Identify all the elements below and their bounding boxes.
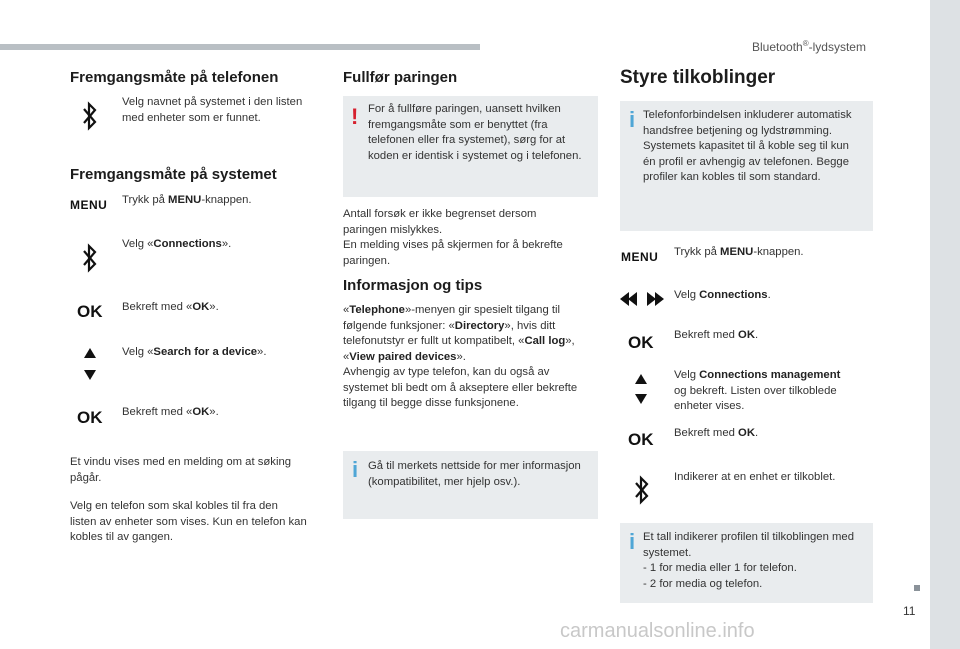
ok-button-icon: OK	[77, 302, 103, 321]
phone-step-text	[122, 95, 302, 126]
manage-step-2	[674, 288, 771, 304]
info-box-text	[643, 108, 852, 186]
step-text: ».	[221, 238, 232, 250]
step-bold: Search for a device	[153, 346, 258, 358]
bluetooth-icon	[82, 243, 98, 273]
step-text: .	[755, 329, 759, 341]
info-note-box	[343, 451, 598, 519]
info-icon: i	[629, 107, 636, 132]
step-text: ».	[257, 346, 267, 358]
ok-button-icon: OK	[77, 408, 103, 427]
step-bold: OK	[738, 329, 755, 341]
step-bold: Connections management	[699, 369, 841, 381]
text-line: Velg en telefon som skal kobles til fra den	[70, 500, 278, 512]
step-bold: Connections	[153, 238, 222, 250]
text-line: enheter vises.	[674, 400, 745, 412]
select-phone-paragraph	[70, 499, 307, 546]
heading-complete-pairing: Fullfør paringen	[343, 69, 458, 86]
text-line: For å fullføre paringen, uansett hvilken	[368, 103, 561, 115]
step-bold: MENU	[720, 246, 754, 258]
step-text: Velg «	[122, 238, 154, 250]
heading-info-tips: Informasjon og tips	[343, 277, 483, 294]
step-text: .	[755, 427, 759, 439]
text-span: følgende funksjoner: «	[343, 319, 455, 332]
system-step-2	[122, 237, 231, 253]
text-line: én profil er avhengig av telefonen. Begge	[643, 155, 850, 168]
text-line: (kompatibilitet, mer hjelp osv.).	[368, 475, 521, 488]
info-icon: i	[352, 457, 359, 482]
header-suffix: -lydsystem	[808, 40, 866, 54]
text-line: med enheter som er funnet.	[122, 111, 261, 124]
step-text: -knappen.	[201, 194, 252, 206]
manage-step-5	[674, 426, 758, 442]
text-span: «	[343, 304, 350, 316]
step-bold: MENU	[168, 194, 202, 206]
step-bold: OK	[738, 427, 755, 439]
attempts-paragraph	[343, 207, 563, 269]
text-line: - 2 for media og telefon.	[643, 577, 763, 590]
text-line: profiler kan kobles til som standard.	[643, 171, 821, 183]
step-text: Bekreft med	[674, 427, 739, 439]
text-bold: Call log	[524, 335, 566, 347]
text-line: Gå til merkets nettside for mer informasjon	[368, 460, 581, 472]
text-line: tilgang til begge disse funksjonene.	[343, 397, 519, 409]
text-line	[343, 334, 577, 350]
text-line: Velg navnet på systemet i den listen	[122, 96, 303, 108]
step-bold: OK	[192, 406, 210, 418]
step-text: Bekreft med «	[122, 406, 193, 418]
bluetooth-icon	[634, 475, 650, 505]
watermark: carmanualsonline.info	[560, 620, 755, 642]
text-bold: Telephone	[349, 304, 405, 316]
step-text: Velg	[674, 289, 700, 301]
side-strip	[930, 0, 960, 649]
page-marker	[914, 585, 920, 591]
text-line: pågår.	[70, 471, 102, 484]
text-span: », hvis ditt	[504, 319, 556, 332]
step-text: Bekreft med «	[122, 301, 193, 313]
arrow-down-icon	[635, 394, 647, 404]
step-text: .	[767, 289, 771, 301]
system-step-1	[122, 193, 252, 209]
step-bold: Connections	[699, 289, 768, 301]
text-line: systemet bli bedt om å akseptere eller bekrefte	[343, 381, 578, 394]
step-text: Trykk på	[122, 194, 169, 206]
manage-step-3	[674, 328, 758, 344]
step-text: Velg «	[122, 346, 154, 358]
bluetooth-icon	[82, 101, 98, 131]
step-text: ».	[209, 301, 219, 313]
text-span: ».	[456, 350, 466, 363]
page-header	[752, 39, 866, 54]
text-bold: Directory	[454, 319, 505, 332]
step-text: Trykk på	[674, 246, 721, 258]
system-step-5	[122, 405, 219, 421]
manage-step-4	[674, 368, 840, 415]
info-box	[620, 101, 873, 231]
text-line	[674, 368, 840, 384]
info-icon: i	[629, 529, 636, 554]
tips-paragraph	[343, 303, 577, 412]
ok-button-icon: OK	[628, 333, 654, 352]
profile-info-text	[643, 530, 854, 592]
system-step-3	[122, 300, 219, 316]
info-note-text	[368, 459, 581, 490]
text-line: Systemets kapasitet til å koble seg til kun	[643, 140, 849, 152]
system-step-4	[122, 345, 266, 361]
arrow-down-icon	[84, 370, 96, 380]
text-line: paringen mislykkes.	[343, 223, 443, 236]
text-line: Antall forsøk er ikke begrenset dersom	[343, 208, 537, 220]
heading-system-procedure: Fremgangsmåte på systemet	[70, 166, 277, 183]
text-line: systemet.	[643, 546, 692, 559]
text-line: kobles til av gangen.	[70, 531, 173, 543]
menu-button-icon: MENU	[70, 198, 108, 212]
text-line: En melding vises på skjermen for å bekrefte	[343, 239, 563, 251]
warning-icon: !	[351, 104, 359, 129]
step-text: ».	[209, 406, 219, 418]
text-span: »-menyen gir spesielt tilgang til	[404, 304, 561, 316]
text-line: telefonen eller fra systemet), sørg for at	[368, 134, 566, 146]
step-text: Bekreft med	[674, 329, 739, 341]
text-line: - 1 for media eller 1 for telefon.	[643, 562, 797, 574]
text-line	[343, 303, 577, 319]
text-line: koden er identisk i systemet og i telefonen.	[368, 149, 582, 162]
text-line: Avhengig av type telefon, kan du også av	[343, 366, 550, 378]
text-line: og bekreft. Listen over tilkoblede	[674, 384, 837, 397]
text-line: handsfree betjening og lydstrømming.	[643, 124, 833, 137]
text-span: «	[343, 350, 350, 363]
heading-phone-procedure: Fremgangsmåte på telefonen	[70, 69, 279, 86]
text-line	[343, 350, 577, 366]
warning-text	[368, 102, 582, 164]
step-text: Velg	[674, 369, 700, 381]
searching-paragraph	[70, 455, 291, 486]
profile-info-box	[620, 523, 873, 603]
text-line: Telefonforbindelsen inkluderer automatisk	[643, 109, 852, 121]
step-bold: OK	[192, 301, 210, 313]
heading-manage-connections: Styre tilkoblinger	[620, 67, 776, 88]
warning-box	[343, 96, 598, 197]
page-number: 11	[903, 604, 916, 618]
header-sup: ®	[802, 39, 809, 48]
menu-button-icon: MENU	[621, 250, 659, 264]
header-title: Bluetooth	[752, 40, 803, 54]
text-line: listen av enheter som vises. Kun en telefon kan	[70, 515, 307, 528]
text-bold: View paired devices	[349, 350, 457, 363]
text-line: paringen.	[343, 254, 391, 267]
top-rule	[0, 44, 480, 50]
manage-step-6: Indikerer at en enhet er tilkoblet.	[674, 471, 836, 483]
left-right-arrows-icon	[620, 292, 664, 306]
arrow-up-icon	[635, 374, 647, 384]
ok-button-icon: OK	[628, 430, 654, 449]
text-line: Et vindu vises med en melding om at søking	[70, 456, 292, 468]
text-line: Et tall indikerer profilen til tilkoblingen med	[643, 531, 854, 543]
text-span: telefonutstyr er fullt ut kompatibelt, «	[343, 335, 525, 347]
text-line: fremgangsmåte som er benyttet (fra	[368, 118, 548, 131]
manage-step-1	[674, 245, 804, 261]
text-span: »,	[565, 335, 575, 347]
text-line	[343, 319, 577, 335]
step-text: -knappen.	[753, 246, 804, 258]
arrow-up-icon	[84, 348, 96, 358]
